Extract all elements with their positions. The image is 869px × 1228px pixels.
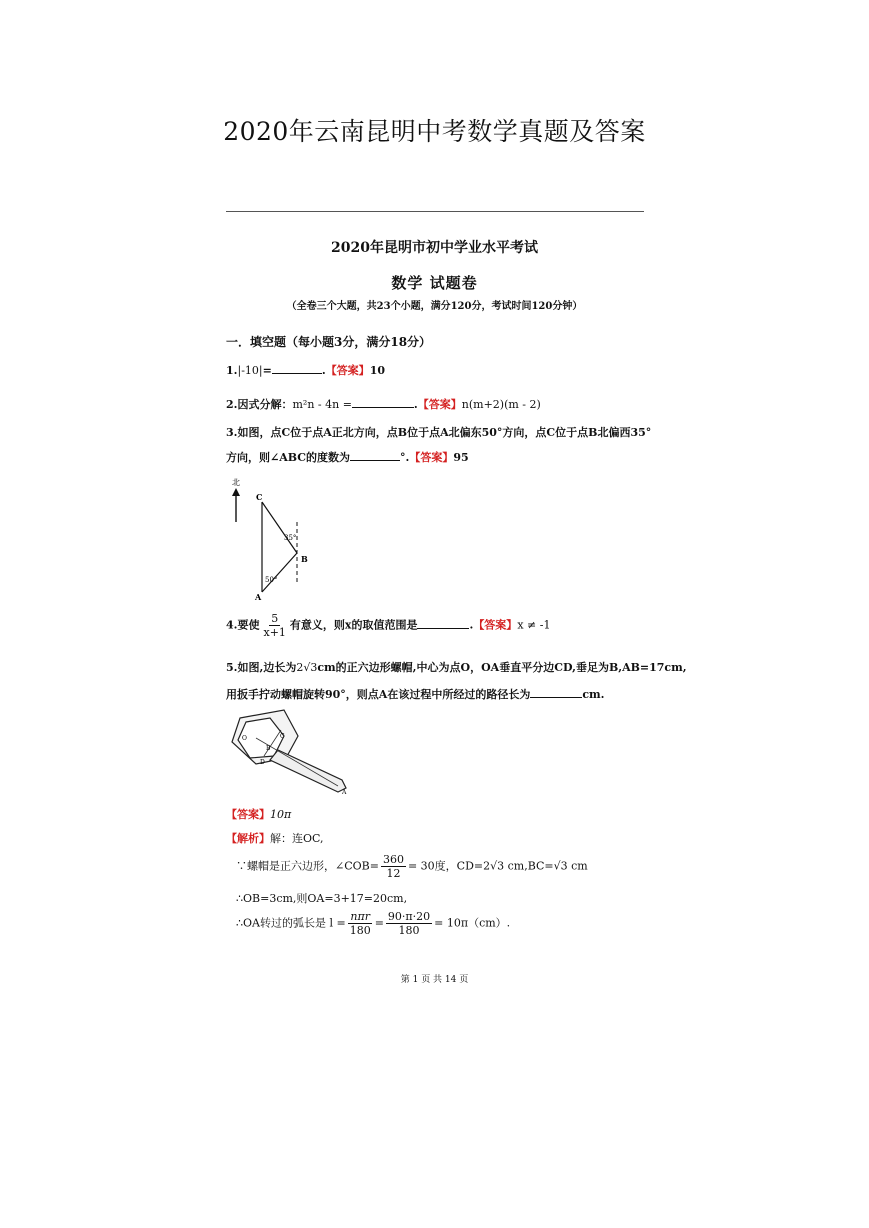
- label-b5: B: [266, 745, 271, 752]
- north-label: 北: [232, 478, 240, 487]
- step1-a: ∵螺帽是正六边形，∠COB=: [236, 859, 379, 873]
- step3-den-1: 180: [349, 924, 371, 937]
- q5-analysis-tag: 【解析】: [226, 832, 270, 845]
- side-ab: [262, 553, 297, 592]
- q2-label: 2.因式分解：: [226, 398, 293, 411]
- q3-blank: [350, 450, 400, 461]
- exam-title: 2020年昆明市初中学业水平考试: [331, 240, 538, 256]
- question-5-line-1: [226, 659, 687, 675]
- question-3-line-2: [226, 449, 469, 465]
- q5-step-2: ∴OB=3cm,则OA=3+17=20cm,: [236, 892, 408, 905]
- q2-end: .: [413, 398, 418, 411]
- q1-blank: [272, 363, 322, 374]
- step3-mid: =: [374, 916, 384, 930]
- q5-answer: 10π: [270, 808, 292, 821]
- q2-expr: m²n - 4n =: [292, 398, 352, 411]
- q5-side: 2√3: [296, 661, 318, 674]
- subject-title: 数学 试题卷: [391, 274, 478, 292]
- q5-step-3: [236, 910, 510, 937]
- q2-answer: n(m+2)(m - 2): [461, 398, 541, 411]
- question-2: [226, 396, 541, 412]
- page-footer: 第 1 页 共 14 页: [400, 975, 469, 985]
- q5-analysis-head: [226, 830, 324, 846]
- question-3-line-1: 3.如图，点C位于点A正北方向，点B位于点A北偏东50°方向，点C位于点B北偏西35°: [226, 426, 652, 439]
- step1-num: 360: [382, 853, 404, 866]
- q4-fraction: [261, 612, 287, 639]
- label-d: D: [260, 759, 265, 766]
- question-5-line-2: [226, 686, 605, 702]
- exam-note: （全卷三个大题，共23个小题，满分120分，考试时间120分钟）: [286, 301, 583, 312]
- q1-answer: 10: [369, 364, 385, 377]
- label-b: B: [301, 554, 308, 564]
- label-c5: C: [280, 733, 285, 740]
- figure-5-wrench: [226, 706, 350, 796]
- step3-fraction-2: [386, 910, 432, 937]
- q4-end: .: [469, 618, 474, 632]
- figure-3-triangle: [226, 474, 326, 602]
- q5-answer-line: [226, 806, 291, 822]
- step1-fraction: [381, 853, 406, 880]
- q4-answer-tag: 【答案】: [473, 618, 518, 632]
- angle-35-label: 35°: [284, 534, 297, 542]
- step3-den-2: 180: [398, 924, 420, 937]
- q3-answer: 95: [453, 451, 469, 464]
- label-a: A: [255, 592, 262, 602]
- label-a5: A: [342, 789, 347, 796]
- document-title: 2020年云南昆明中考数学真题及答案: [223, 117, 646, 146]
- q3-answer-tag: 【答案】: [409, 451, 454, 464]
- q1-label: 1.: [226, 364, 238, 377]
- q2-blank: [352, 397, 414, 408]
- label-o: O: [242, 735, 247, 742]
- q4-numerator: 5: [271, 612, 279, 625]
- side-cb: [262, 502, 297, 553]
- north-arrow-head: [232, 488, 240, 496]
- step3-b: = 10π（cm）.: [434, 916, 511, 930]
- angle-50-label: 50°: [265, 576, 278, 584]
- step1-den: 12: [386, 867, 401, 880]
- label-c: C: [256, 492, 263, 502]
- q5-step-1: [236, 853, 588, 880]
- q4-label: 4.要使: [226, 618, 260, 632]
- q5-blank: [530, 687, 582, 698]
- q5-text-c: 用扳手拧动螺帽旋转90°，则点A在该过程中所经过的路径长为: [226, 688, 531, 701]
- q5-text-a: 5.如图,边长为: [226, 661, 297, 674]
- question-4: [226, 612, 550, 639]
- q4-denominator: x+1: [263, 626, 286, 639]
- q1-eq: =: [262, 364, 272, 377]
- q5-analysis-intro: 解：连OC,: [270, 832, 324, 845]
- step3-fraction-1: [348, 910, 373, 937]
- q3-end: °.: [400, 451, 410, 464]
- question-1: [226, 362, 385, 378]
- step3-num-1: nπr: [350, 910, 370, 923]
- q5-answer-tag: 【答案】: [226, 808, 270, 821]
- q3-text: 方向，则∠ABC的度数为: [226, 451, 351, 464]
- wrench-handle: [270, 750, 346, 792]
- q4-blank: [417, 618, 469, 629]
- q1-answer-tag: 【答案】: [325, 364, 370, 377]
- divider: [226, 211, 644, 212]
- section-heading: 一．填空题（每小题3分，满分18分）: [226, 335, 432, 349]
- step3-num-2: 90·π·20: [387, 910, 431, 923]
- q1-end: .: [321, 364, 326, 377]
- q2-answer-tag: 【答案】: [417, 398, 462, 411]
- q4-mid: 有意义，则x的取值范围是: [289, 618, 418, 632]
- step3-a: ∴OA转过的弧长是 l =: [236, 916, 346, 930]
- q1-expr: |-10|: [237, 364, 263, 377]
- q5-end: cm.: [582, 688, 605, 701]
- q4-answer: x ≠ -1: [517, 618, 551, 632]
- step1-b: = 30度，CD=2√3 cm,BC=√3 cm: [407, 859, 588, 873]
- q5-text-b: cm的正六边形螺帽,中心为点O，OA垂直平分边CD,垂足为B,AB=17cm,: [317, 661, 687, 674]
